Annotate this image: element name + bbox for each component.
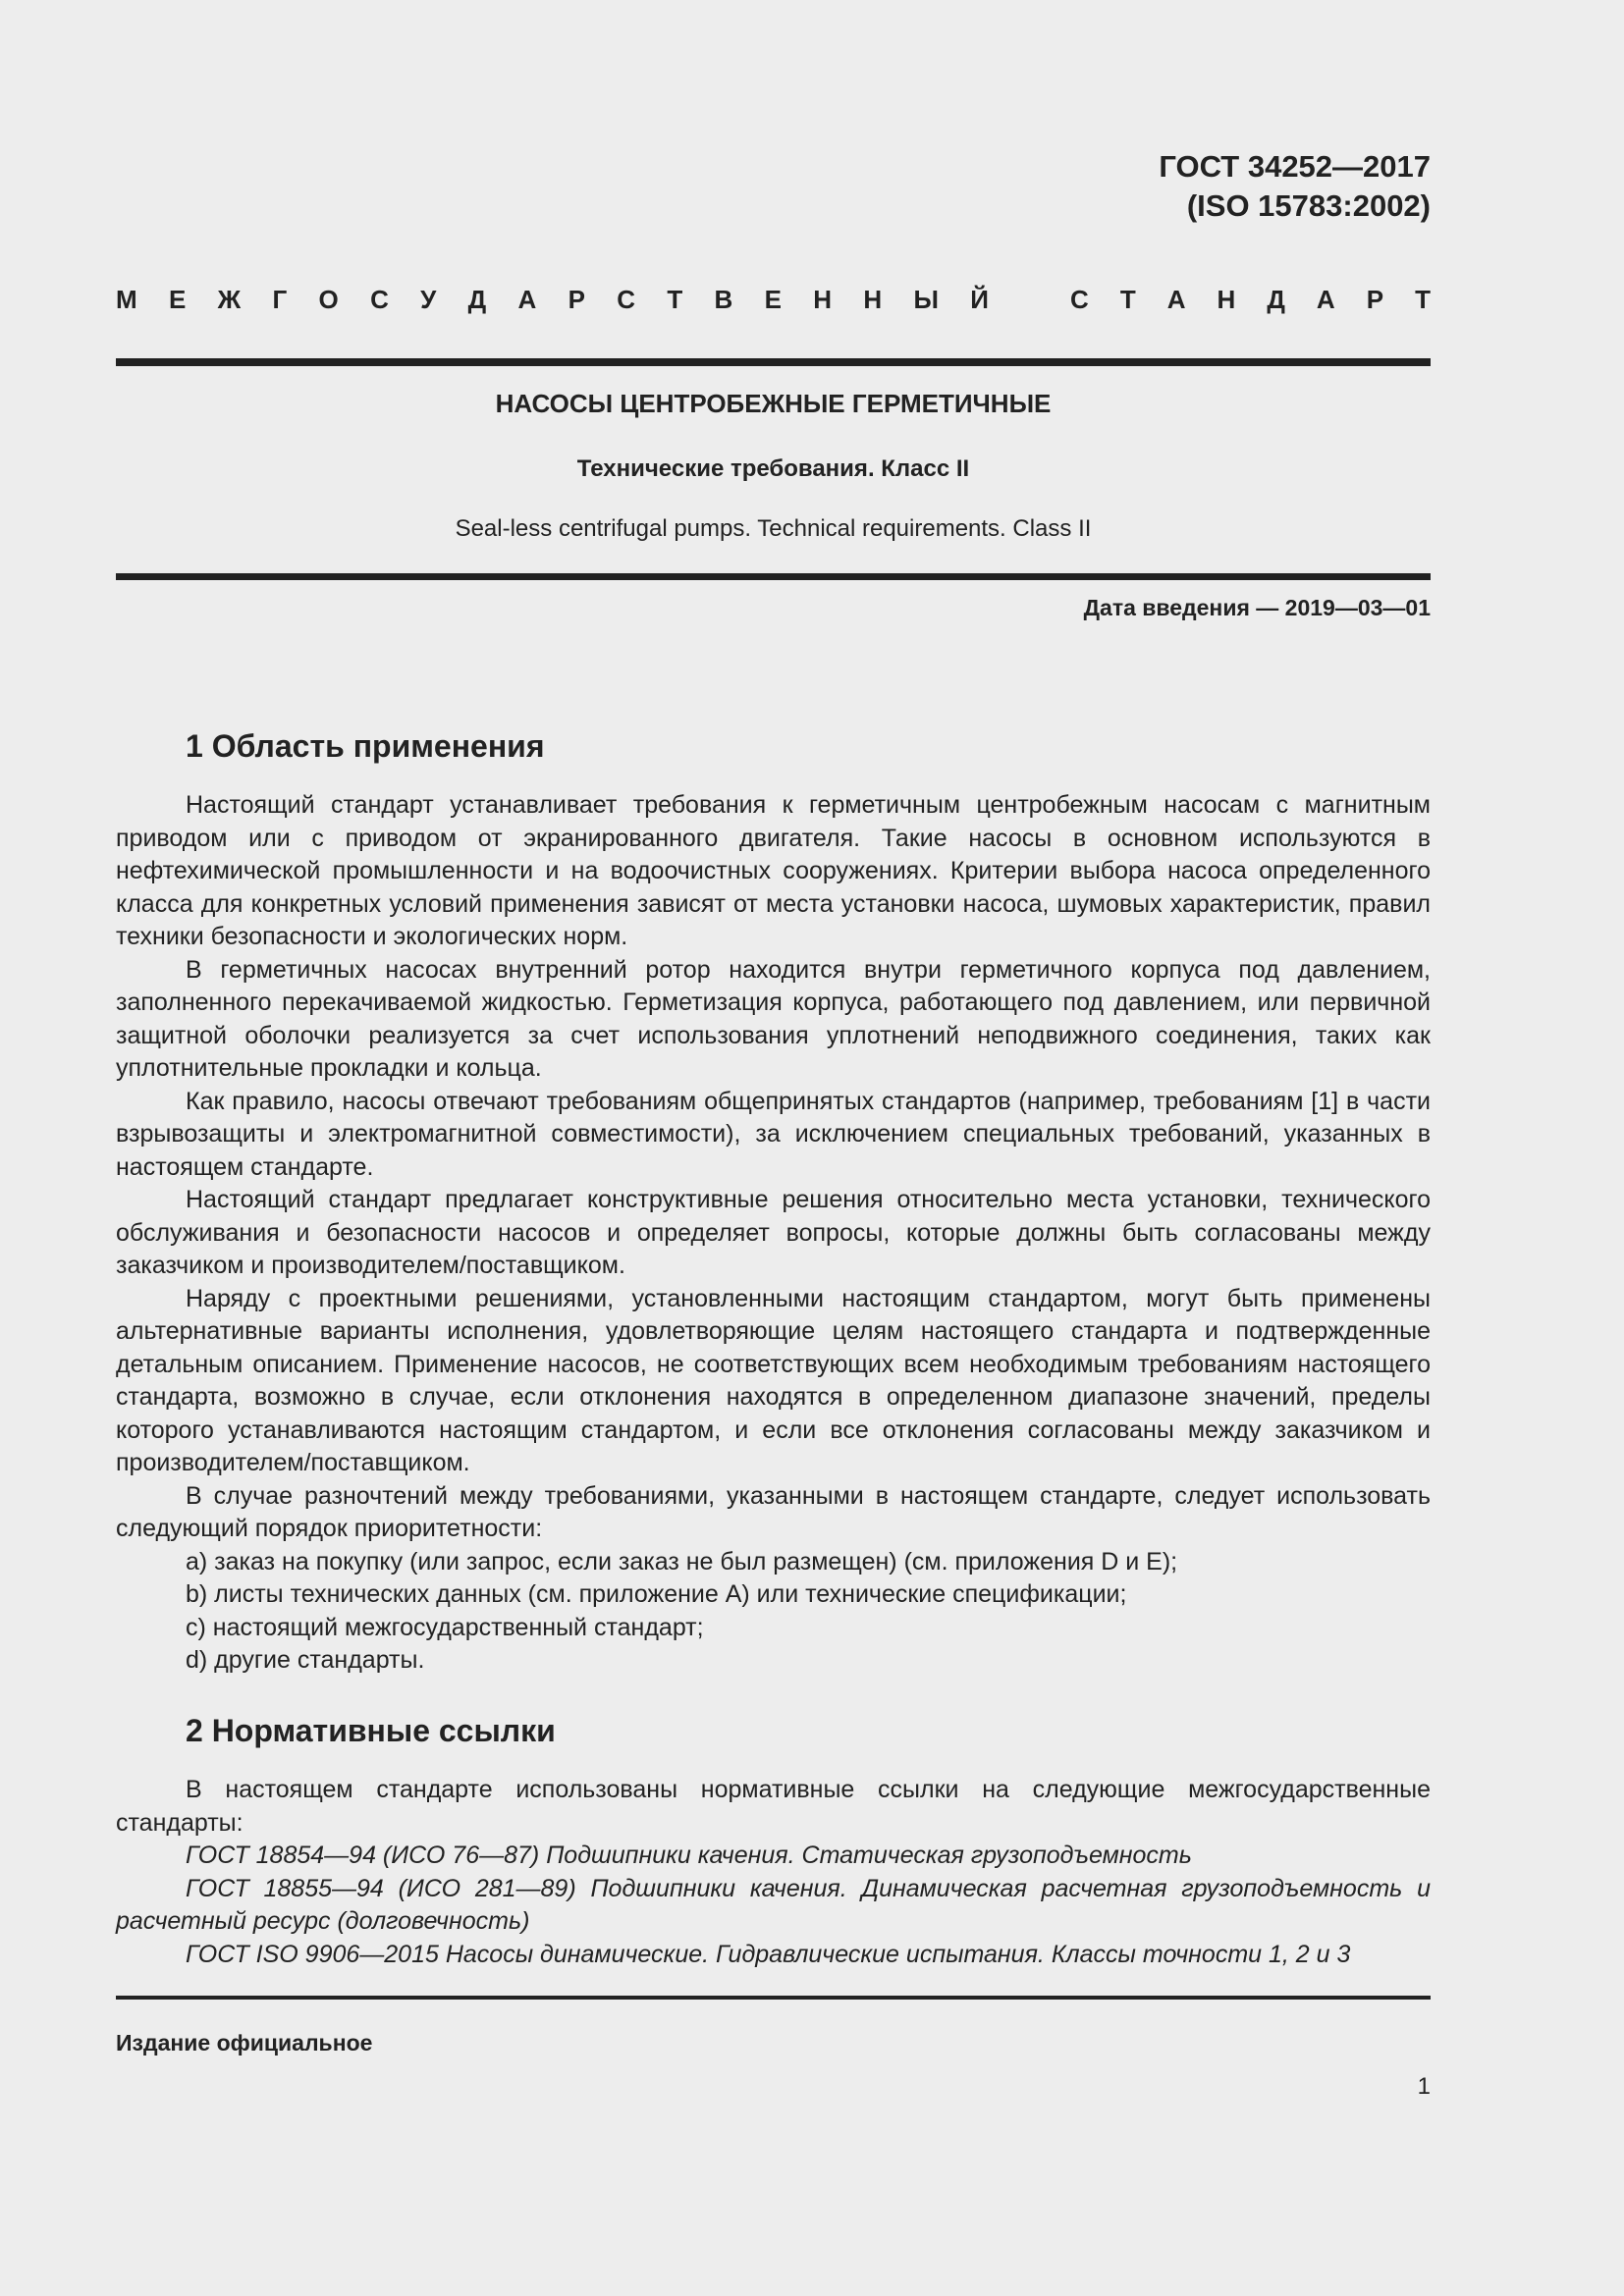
standard-banner — [116, 285, 1431, 324]
page-number: 1 — [1417, 2073, 1431, 2100]
standard-code — [1159, 147, 1431, 226]
banner-letter: С — [617, 285, 636, 314]
document-page — [116, 0, 1431, 2296]
reference-item: ГОСТ ISO 9906—2015 Насосы динамические. Гидравлические испытания. Классы точности 1, 2 и 3 — [186, 1940, 1351, 1968]
title-bottom-rule — [116, 573, 1431, 580]
banner-letter: А — [1166, 285, 1186, 314]
section2-heading: 2 Нормативные ссылки — [186, 1713, 556, 1748]
paragraph: В настоящем стандарте использованы нормативные ссылки на следующие межгосударственные стандарты: — [116, 1776, 1431, 1837]
banner-letter: Т — [667, 285, 683, 314]
banner-letter: О — [318, 285, 339, 314]
effective-date: Дата введения — 2019—03—01 — [1083, 595, 1431, 620]
banner-letter: Н — [1217, 285, 1236, 314]
banner-word-standard — [1070, 285, 1431, 324]
gost-code: ГОСТ 34252—2017 — [1159, 149, 1431, 184]
banner-letter: Ж — [217, 285, 242, 314]
top-rule — [116, 358, 1431, 366]
reference-item: ГОСТ 18854—94 (ИСО 76—87) Подшипники качения. Статическая грузоподъемность — [186, 1842, 1192, 1869]
banner-letter: Д — [467, 285, 487, 314]
banner-letter: Г — [272, 285, 288, 314]
list-item: b) листы технических данных (см. приложение A) или технические спецификации; — [186, 1580, 1127, 1608]
banner-letter: С — [1070, 285, 1089, 314]
section1-body — [116, 789, 1431, 1678]
banner-letter: А — [517, 285, 537, 314]
reference-item: ГОСТ 18855—94 (ИСО 281—89) Подшипники качения. Динамическая расчетная грузоподъемность и расчетный ресурс (долговечность) — [116, 1874, 1431, 1935]
banner-letter: Т — [1415, 285, 1431, 314]
document-subtitle-en: Seal-less centrifugal pumps. Technical requirements. Class II — [455, 515, 1092, 542]
official-edition-label: Издание официальное — [116, 2030, 373, 2056]
banner-letter: Ы — [913, 285, 939, 314]
paragraph: Наряду с проектными решениями, установленными настоящим стандартом, могут быть применены альтернативные варианты исполнения, удовлетворяющие целям настоящего стандарта и подтвержденные детальным описанием. Применение насосов, не соответствующих всем необходимым требованиям настоящего стандарта, возможно в случае, если отклонения находятся в определенном диапазоне значений, пределы которого устанавливаются настоящим стандартом, и если все отклонения согласованы между заказчиком и производителем/поставщиком. — [116, 1284, 1431, 1476]
document-title: НАСОСЫ ЦЕНТРОБЕЖНЫЕ ГЕРМЕТИЧНЫЕ — [495, 389, 1052, 418]
list-item: c) настоящий межгосударственный стандарт; — [186, 1613, 704, 1641]
paragraph: В случае разночтений между требованиями, указанными в настоящем стандарте, следует использовать следующий порядок приоритетности: — [116, 1481, 1431, 1542]
footer-rule — [116, 1996, 1431, 2000]
banner-letter: Е — [168, 285, 187, 314]
section1-heading: 1 Область применения — [186, 728, 545, 764]
banner-letter: Е — [764, 285, 782, 314]
paragraph: В герметичных насосах внутренний ротор находится внутри герметичного корпуса под давлением, заполненного перекачиваемой жидкостью. Герметизация корпуса, работающего под давлением, или первичной защитной оболочки реализуется за счет использования уплотнений неподвижного соединения, таких как уплотнительные прокладки и кольца. — [116, 955, 1431, 1082]
banner-word-interstate — [116, 285, 989, 324]
iso-code: (ISO 15783:2002) — [1186, 188, 1431, 223]
banner-letter: Н — [813, 285, 833, 314]
document-subtitle-ru: Технические требования. Класс II — [576, 455, 970, 482]
list-item: a) заказ на покупку (или запрос, если заказ не был размещен) (см. приложения D и E); — [186, 1547, 1178, 1575]
banner-letter: Й — [970, 285, 989, 314]
banner-letter: А — [1316, 285, 1335, 314]
paragraph: Настоящий стандарт предлагает конструктивные решения относительно места установки, технического обслуживания и безопасности насосов и определяет вопросы, которые должны быть согласованы между заказчиком и производителем/поставщиком. — [116, 1186, 1431, 1279]
section2-body — [116, 1774, 1431, 1971]
paragraph: Как правило, насосы отвечают требованиям общепринятых стандартов (например, требованиям [1] в части взрывозащиты и электромагнитной совместимости), за исключением специальных требований, указанных в настоящем стандарте. — [116, 1087, 1431, 1181]
banner-letter: Р — [568, 285, 585, 314]
banner-letter: С — [370, 285, 389, 314]
banner-letter: Н — [863, 285, 883, 314]
banner-letter: Т — [1119, 285, 1136, 314]
banner-letter: Р — [1366, 285, 1384, 314]
list-item: d) другие стандарты. — [186, 1646, 425, 1674]
banner-letter: Д — [1267, 285, 1285, 314]
banner-letter: В — [714, 285, 733, 314]
banner-letter: У — [420, 285, 437, 314]
banner-letter: М — [116, 285, 137, 314]
paragraph: Настоящий стандарт устанавливает требования к герметичным центробежным насосам с магнитным приводом или с приводом от экранированного двигателя. Такие насосы в основном используются в нефтехимической промышленности и на водоочистных сооружениях. Критерии выбора насоса определенного класса для конкретных условий применения зависят от места установки насоса, шумовых характеристик, правил техники безопасности и экологических норм. — [116, 791, 1431, 950]
